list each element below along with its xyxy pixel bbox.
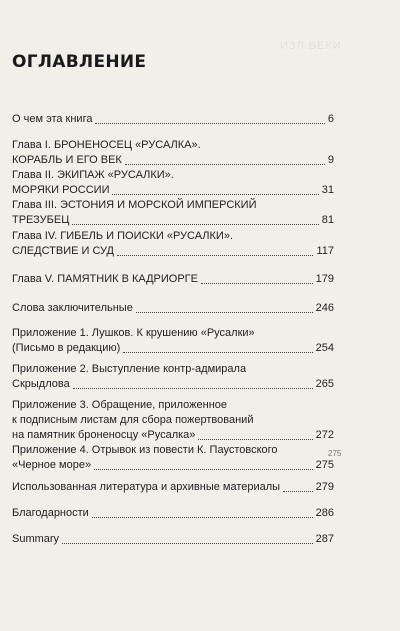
toc-entry-line — [12, 183, 334, 198]
toc-entry — [12, 301, 334, 316]
dot-leader — [72, 223, 318, 225]
toc-entry-line — [12, 198, 334, 213]
toc-entry-title: Приложение 4. Отрывок из повести К. Паустовского — [12, 444, 278, 456]
toc-entry-title: Приложение 1. Лушков. К крушению «Русалки» — [12, 327, 255, 339]
toc-entry-title: к подписным листам для сбора пожертвований — [12, 414, 254, 426]
toc-entry-line — [12, 413, 334, 428]
toc-entry-line — [12, 443, 334, 458]
toc-entry — [12, 480, 334, 495]
page-number: 254 — [315, 342, 334, 354]
dot-leader — [117, 254, 313, 256]
toc-entry-title: Глава III. ЭСТОНИЯ И МОРСКОЙ ИМПЕРСКИЙ — [12, 199, 257, 211]
dot-leader — [73, 387, 313, 389]
bleed-through-text: ИЗЛ ВЕКИ — [280, 40, 342, 52]
toc-entry-line — [12, 244, 334, 259]
toc-entry-title: на памятник броненосцу «Русалка» — [12, 429, 196, 441]
page-number: 31 — [321, 184, 334, 196]
toc-entry — [12, 362, 334, 392]
page-number: 272 — [315, 429, 334, 441]
page-number: 6 — [327, 113, 334, 125]
page-number: 246 — [315, 302, 334, 314]
dot-leader — [92, 516, 313, 518]
toc-entry-title: О чем эта книга — [12, 113, 93, 125]
toc-entry-line — [12, 458, 334, 473]
toc-entry — [12, 398, 334, 443]
toc-entry — [12, 506, 334, 521]
page-number: 286 — [315, 507, 334, 519]
page-number: 279 — [315, 481, 334, 493]
dot-leader — [123, 351, 312, 353]
toc-entry-title: «Черное море» — [12, 459, 92, 471]
toc-entry-title: ТРЕЗУБЕЦ — [12, 214, 70, 226]
page-number: 179 — [315, 273, 334, 285]
dot-leader — [136, 311, 313, 313]
toc-entry-line — [12, 153, 334, 168]
toc-entry-line — [12, 272, 334, 287]
dot-leader — [62, 542, 313, 544]
page-number: 81 — [321, 214, 334, 226]
toc-entry-line — [12, 138, 334, 153]
toc-entry-line — [12, 326, 334, 341]
dot-leader — [283, 490, 313, 492]
toc-entry-title: Summary — [12, 533, 60, 545]
toc-entry-line — [12, 506, 334, 521]
toc-entry-line — [12, 168, 334, 183]
toc-entry-title: Приложение 2. Выступление контр-адмирала — [12, 363, 247, 375]
dot-leader — [94, 468, 313, 470]
page-number: 265 — [315, 378, 334, 390]
toc-entry-line — [12, 301, 334, 316]
toc-entry-line — [12, 377, 334, 392]
dot-leader — [112, 193, 318, 195]
toc-entry-line — [12, 213, 334, 228]
page-number: 275 — [315, 459, 334, 471]
toc-entry-title: Использованная литература и архивные материалы — [12, 481, 281, 493]
toc-entry-title: Глава V. ПАМЯТНИК В КАДРИОРГЕ — [12, 273, 198, 285]
toc-entry-title: МОРЯКИ РОССИИ — [12, 184, 110, 196]
toc-entry-title: Глава IV. ГИБЕЛЬ И ПОИСКИ «РУСАЛКИ». — [12, 230, 234, 242]
dot-leader — [125, 163, 325, 165]
toc-entry-title: СЛЕДСТВИЕ И СУД — [12, 245, 115, 257]
stray-page-mark: 275 — [328, 449, 342, 458]
page-title: ОГЛАВЛЕНИЕ — [12, 52, 147, 72]
toc-entry-line — [12, 428, 334, 443]
toc-entry-line — [12, 398, 334, 413]
toc-entry — [12, 532, 334, 547]
toc-entry-title: Благодарности — [12, 507, 89, 519]
toc-entry-title: Глава II. ЭКИПАЖ «РУСАЛКИ». — [12, 169, 174, 181]
page-number: 117 — [316, 245, 334, 257]
toc-entry-title: Глава I. БРОНЕНОСЕЦ «РУСАЛКА». — [12, 139, 201, 151]
toc-entry-line — [12, 480, 334, 495]
toc-entry-line — [12, 341, 334, 356]
toc-entry — [12, 198, 334, 228]
toc-entry-title: Приложение 3. Обращение, приложенное — [12, 399, 228, 411]
dot-leader — [198, 438, 312, 440]
toc-entry — [12, 138, 334, 168]
toc-entry — [12, 272, 334, 287]
toc-entry-line — [12, 362, 334, 377]
toc-entry — [12, 168, 334, 198]
dot-leader — [201, 282, 313, 284]
toc-entry-title: Слова заключительные — [12, 302, 133, 314]
toc-entry-title: КОРАБЛЬ И ЕГО ВЕК — [12, 154, 122, 166]
toc-entry — [12, 229, 334, 259]
toc-entry — [12, 443, 334, 473]
toc-entry-title: (Письмо в редакцию) — [12, 342, 121, 354]
page-number: 287 — [315, 533, 334, 545]
toc-entry-title: Скрыдлова — [12, 378, 70, 390]
toc-entry-line — [12, 229, 334, 244]
toc-entry — [12, 326, 334, 356]
dot-leader — [95, 122, 324, 124]
page-number: 9 — [327, 154, 334, 166]
toc-entry-line — [12, 112, 334, 127]
toc-entry — [12, 112, 334, 127]
toc-entry-line — [12, 532, 334, 547]
